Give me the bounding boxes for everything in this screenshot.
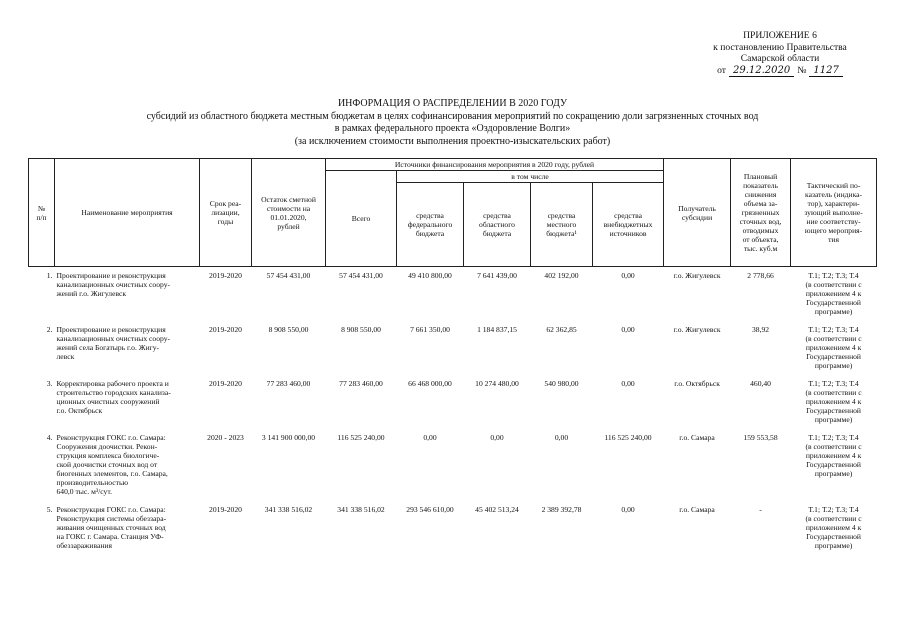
row-extra: 0,00 [621, 325, 635, 334]
row-planned: - [759, 505, 762, 514]
row-local: 62 362,85 [546, 325, 577, 334]
row-recipient: г.о. Октябрьск [674, 379, 720, 388]
row-name: Реконструкция ГОКС г.о. Самара: Сооружения доочистки. Рекон- струкция комплекса биологиче- ской доочистки сточных вод от биогенных элементов, г.о. Самара, производительностью 640,0 тыс. м³/сут. [56, 433, 168, 496]
row-regional: 45 402 513,24 [475, 505, 519, 514]
row-federal: 0,00 [423, 433, 437, 442]
row-num: 2. [46, 325, 53, 334]
row-regional: 7 641 439,00 [477, 271, 517, 280]
row-extra: 0,00 [621, 505, 635, 514]
row-recipient: г.о. Жигулевск [673, 325, 721, 334]
row-tactical: Т.1; Т.2; Т.3; Т.4 (в соответствии с приложением 4 к Государственной программе) [805, 325, 862, 370]
header-regional: средства областного бюджета [464, 183, 531, 267]
appendix-resolution-line: к постановлению Правительства [713, 41, 847, 53]
heading-project: в рамках федерального проекта «Оздоровление Волги» [334, 123, 571, 134]
number-sign: № [797, 64, 807, 76]
row-name: Проектирование и реконструкция канализационных очистных соору- жений села Богатырь г.о. Жигу- левск [56, 325, 171, 361]
appendix-block [680, 30, 880, 77]
appendix-date-line [680, 65, 880, 78]
row-total: 8 908 550,00 [341, 325, 381, 334]
table-row [29, 267, 877, 317]
distribution-table [28, 158, 877, 550]
header-total: Всего [326, 171, 397, 267]
row-term: 2020 - 2023 [207, 433, 244, 442]
row-planned: 2 778,66 [747, 271, 774, 280]
heading-main: ИНФОРМАЦИЯ О РАСПРЕДЕЛЕНИИ В 2020 ГОДУ [337, 98, 568, 109]
row-term: 2019-2020 [209, 505, 242, 514]
row-name: Проектирование и реконструкция канализационных очистных соору- жений г.о. Жигулевск [56, 271, 171, 298]
row-local: 540 980,00 [544, 379, 579, 388]
row-num: 4. [46, 433, 53, 442]
row-balance: 57 454 431,00 [266, 271, 311, 280]
row-recipient: г.о. Самара [679, 505, 715, 514]
document-heading [0, 98, 905, 148]
header-balance: Остаток сметной стоимости на 01.01.2020, рублей [252, 159, 326, 267]
row-federal: 49 410 800,00 [408, 271, 452, 280]
row-regional: 0,00 [490, 433, 504, 442]
row-tactical: Т.1; Т.2; Т.3; Т.4 (в соответствии с приложением 4 к Государственной программе) [805, 271, 862, 316]
table-row [29, 316, 877, 370]
row-planned: 460,40 [750, 379, 771, 388]
row-name: Реконструкция ГОКС г.о. Самара: Реконструкция системы обеззара- живания очищенных сточных вод на ГОКС г. Самара. Станция УФ- обеззараживания [56, 505, 167, 550]
row-term: 2019-2020 [209, 379, 242, 388]
row-extra: 0,00 [621, 379, 635, 388]
row-balance: 8 908 550,00 [268, 325, 309, 334]
row-regional: 10 274 480,00 [475, 379, 519, 388]
header-sources: Источники финансирования мероприятия в 2020 году, рублей [326, 159, 664, 171]
handwritten-date: 29.12.2020 [729, 65, 794, 78]
row-tactical: Т.1; Т.2; Т.3; Т.4 (в соответствии с приложением 4 к Государственной программе) [805, 505, 862, 550]
table-row [29, 496, 877, 550]
row-num: 5. [46, 505, 53, 514]
row-federal: 293 546 610,00 [406, 505, 454, 514]
row-total: 116 525 240,00 [337, 433, 385, 442]
header-local: средства местного бюджета¹ [531, 183, 593, 267]
heading-exclusion: (за исключением стоимости выполнения проектно-изыскательских работ) [294, 135, 611, 147]
header-name: Наименование мероприятия [55, 159, 200, 267]
row-term: 2019-2020 [209, 271, 242, 280]
header-tactical: Тактический по- казатель (индика- тор), характери- зующий выполне- ние соответству- ющего мероприя- тия [791, 159, 877, 267]
row-balance: 77 283 460,00 [266, 379, 311, 388]
header-term: Срок реа- лизации, годы [200, 159, 252, 267]
row-recipient: г.о. Самара [679, 433, 715, 442]
row-recipient: г.о. Жигулевск [673, 271, 721, 280]
row-tactical: Т.1; Т.2; Т.3; Т.4 (в соответствии с приложением 4 к Государственной программе) [805, 433, 862, 478]
row-local: 402 192,00 [544, 271, 579, 280]
row-local: 0,00 [554, 433, 569, 442]
row-extra: 116 525 240,00 [604, 433, 652, 442]
row-local: 2 389 392,78 [541, 505, 582, 514]
row-num: 3. [46, 379, 53, 388]
row-tactical: Т.1; Т.2; Т.3; Т.4 (в соответствии с приложением 4 к Государственной программе) [805, 379, 862, 424]
row-total: 341 338 516,02 [337, 505, 385, 514]
row-federal: 7 661 350,00 [410, 325, 450, 334]
row-total: 57 454 431,00 [339, 271, 383, 280]
row-balance: 341 338 516,02 [264, 505, 313, 514]
header-federal: средства федерального бюджета [397, 183, 464, 267]
header-num: № п/п [29, 159, 55, 267]
heading-subsidies: субсидий из областного бюджета местным бюджетам в целях софинансирования мероприятий по сокращению доли загрязненных сточных вод [146, 110, 759, 122]
row-planned: 159 553,58 [743, 433, 778, 442]
table-row [29, 370, 877, 424]
header-recipient: Получатель субсидии [664, 159, 731, 267]
handwritten-number: 1127 [809, 65, 842, 78]
row-balance: 3 141 900 000,00 [261, 433, 316, 442]
header-extra: средства внебюджетных источников [593, 183, 664, 267]
row-planned: 38,92 [752, 325, 770, 334]
row-num: 1. [46, 271, 53, 280]
date-prefix: от [717, 64, 726, 76]
appendix-title: ПРИЛОЖЕНИЕ 6 [743, 30, 817, 41]
appendix-region-line: Самарской области [740, 53, 820, 64]
header-planned: Плановый показатель снижения объема за- грязненных сточных вод, отводимых от объекта, тыс. куб.м [731, 159, 791, 267]
row-extra: 0,00 [621, 271, 635, 280]
table-row [29, 424, 877, 496]
row-total: 77 283 460,00 [339, 379, 383, 388]
row-name: Корректировка рабочего проекта и строительство городских канализа- ционных очистных сооружений г.о. Октябрьск [56, 379, 171, 415]
row-term: 2019-2020 [209, 325, 242, 334]
header-including: в том числе [397, 171, 664, 183]
row-regional: 1 184 837,15 [477, 325, 517, 334]
row-federal: 66 468 000,00 [408, 379, 452, 388]
